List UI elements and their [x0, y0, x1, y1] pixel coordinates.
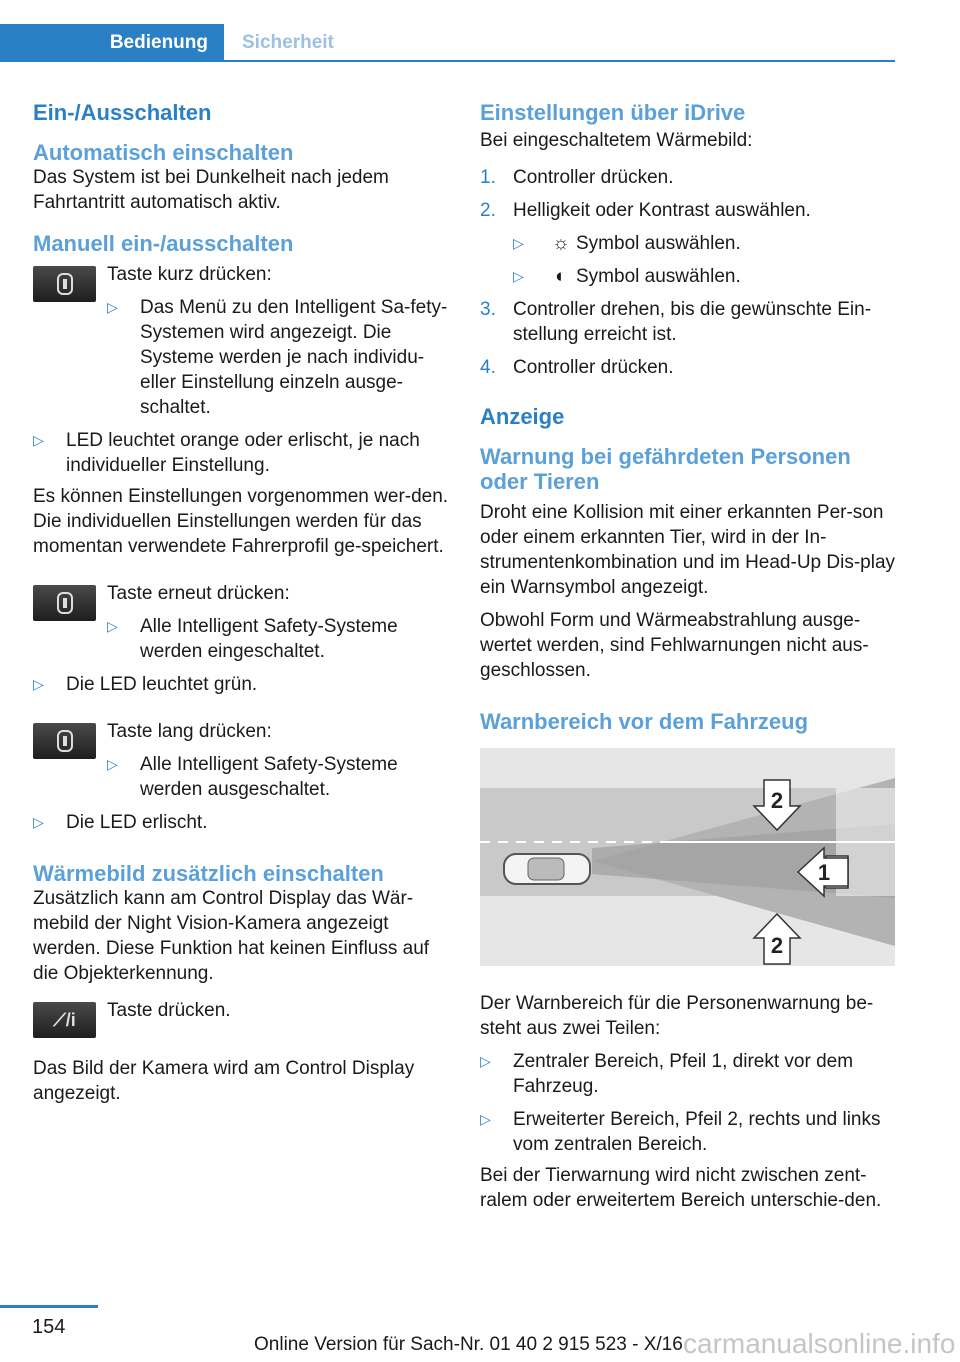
heading-idrive: Einstellungen über iDrive [480, 100, 746, 125]
triangle-bullet-icon: ▷ [107, 299, 118, 315]
long-press-text: Taste lang drücken: [107, 721, 272, 742]
svg-text:2: 2 [770, 933, 784, 958]
header-tabbar [0, 24, 895, 62]
list-item: ▷ ◐ Symbol auswählen. [513, 266, 741, 287]
watermark: carmanualsonline.info [683, 1328, 956, 1359]
list-item: ▷ Erweiterter Bereich, Pfeil 2, rechts und links vom zentralen Bereich. [480, 1109, 881, 1155]
heading-ein-ausschalten: Ein-/Ausschalten [33, 100, 212, 125]
button-row-long [33, 719, 449, 802]
list-item: ▷ Alle Intelligent Safety-Systeme werden ausgeschaltet. [107, 754, 398, 800]
triangle-bullet-icon: ▷ [33, 814, 44, 830]
button-row-nightvision [33, 998, 449, 1044]
footer-online-version: Online Version für Sach-Nr. 01 40 2 915 523 - X/16 [254, 1334, 683, 1355]
list-item: ▷ Alle Intelligent Safety-Systeme werden eingeschaltet. [107, 616, 398, 662]
night-vision-button-icon: ⟋/i [33, 1002, 96, 1038]
animal-text: Bei der Tierwarnung wird nicht zwischen zent-ralem oder erweitertem Bereich unterschie-den. [480, 1165, 882, 1211]
heading-automatisch: Automatisch einschalten [33, 140, 294, 165]
contrast-icon: ◐ [555, 266, 567, 287]
triangle-bullet-icon: ▷ [513, 235, 524, 251]
heading-manuell: Manuell ein-/ausschalten [33, 231, 294, 256]
again-press-text: Taste erneut drücken: [107, 583, 290, 604]
svg-text:2: 2 [770, 788, 784, 813]
heading-waermebild: Wärmebild zusätzlich einschalten [33, 861, 384, 886]
page-number: 154 [32, 1316, 66, 1338]
list-item: ▷ LED leuchtet orange oder erlischt, je nach individueller Einstellung. [33, 430, 420, 476]
heading-warnung: Warnung bei gefährdeten Personen oder Tieren [480, 444, 851, 494]
zone-text: Der Warnbereich für die Personenwarnung be-steht aus zwei Teilen: [480, 993, 874, 1039]
list-item: ▷ Das Menü zu den Intelligent Sa-fety-Systemen wird angezeigt. Die Systeme werden je nach individu-eller Einstellung einzeln ausge-schaltet. [107, 297, 448, 418]
warning-text: Droht eine Kollision mit einer erkannten Per-son oder einem erkannten Tier, wird in der In-strumentenkombination und im Head-Up Dis-play ein Warnsymbol angezeigt. [480, 502, 896, 598]
tab-sicherheit[interactable]: Sicherheit [242, 32, 334, 53]
settings-text: Es können Einstellungen vorgenommen wer-den. Die individuellen Einstellungen werden für das momentan verwendete Fahrerprofil ge-speichert. [33, 486, 449, 557]
list-item: 2. Helligkeit oder Kontrast auswählen. [480, 200, 811, 221]
triangle-bullet-icon: ▷ [480, 1111, 491, 1127]
list-item: ▷ Die LED erlischt. [33, 812, 208, 833]
list-item: ▷ Zentraler Bereich, Pfeil 1, direkt vor dem Fahrzeug. [480, 1051, 854, 1097]
short-press-text: Taste kurz drücken: [107, 264, 272, 285]
svg-text:1: 1 [817, 860, 831, 885]
safety-button-icon [33, 266, 96, 302]
thermal-text: Zusätzlich kann am Control Display das Wär-mebild der Night Vision-Kamera angezeigt werden. Diese Funktion hat keinen Einfluss auf die Objekterkennung. [33, 888, 430, 984]
press-text: Taste drücken. [107, 1000, 231, 1021]
triangle-bullet-icon: ▷ [513, 268, 524, 284]
button-row-again [33, 581, 449, 664]
camera-text: Das Bild der Kamera wird am Control Display angezeigt. [33, 1058, 415, 1104]
footer-rule [0, 1305, 98, 1308]
list-item: 4. Controller drücken. [480, 357, 674, 378]
safety-button-icon [33, 723, 96, 759]
right-column [480, 98, 896, 1213]
warning-zone-diagram [480, 748, 895, 966]
left-column [33, 98, 449, 1106]
tab-bedienung[interactable]: Bedienung [0, 24, 224, 62]
triangle-bullet-icon: ▷ [33, 432, 44, 448]
brightness-icon: ☼ [552, 233, 570, 254]
idrive-intro: Bei eingeschaltetem Wärmebild: [480, 130, 753, 151]
safety-button-icon [33, 585, 96, 621]
triangle-bullet-icon: ▷ [107, 618, 118, 634]
triangle-bullet-icon: ▷ [480, 1053, 491, 1069]
list-item: ▷ Die LED leuchtet grün. [33, 674, 258, 695]
car-icon [504, 854, 590, 884]
heading-anzeige: Anzeige [480, 404, 565, 429]
heading-warnbereich: Warnbereich vor dem Fahrzeug [480, 709, 809, 734]
list-item: 3. Controller drehen, bis die gewünschte Ein-stellung erreicht ist. [480, 299, 872, 345]
warning-text-2: Obwohl Form und Wärmeabstrahlung ausge-wertet werden, sind Fehlwarnungen nicht aus-geschlossen. [480, 610, 869, 681]
button-row-short [33, 262, 449, 420]
list-item: ▷ ☼ Symbol auswählen. [513, 233, 741, 254]
auto-text: Das System ist bei Dunkelheit nach jedem Fahrtantritt automatisch aktiv. [33, 167, 389, 213]
triangle-bullet-icon: ▷ [107, 756, 118, 772]
list-item: 1. Controller drücken. [480, 167, 674, 188]
triangle-bullet-icon: ▷ [33, 676, 44, 692]
